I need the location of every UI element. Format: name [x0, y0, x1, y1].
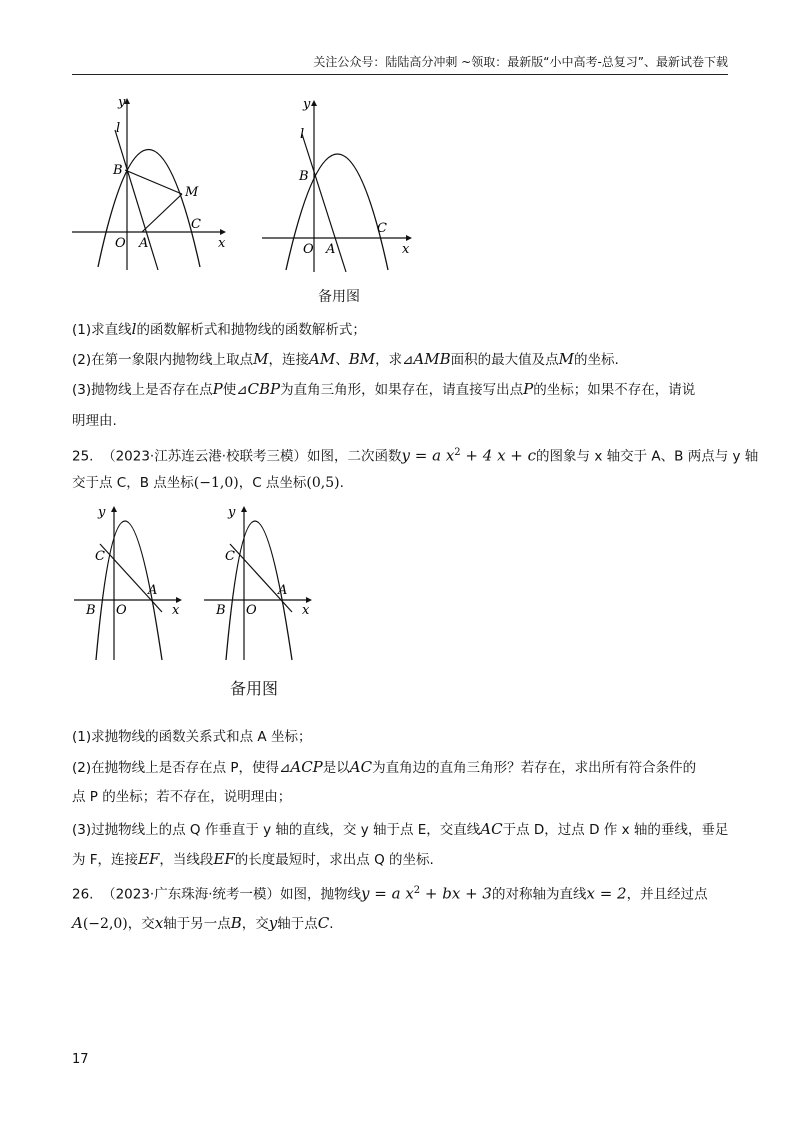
page-header: 关注公众号：陆陆高分冲刺 ~领取：最新版“小中高考-总复习”、最新试卷下载	[72, 52, 728, 75]
label-x: x	[302, 603, 310, 618]
line-AC	[230, 544, 292, 612]
label-A: A	[278, 583, 288, 598]
q25-part3-line2: 为 F，连接EF，当线段EF的长度最短时，求出点 Q 的坐标.	[72, 850, 434, 868]
q25-part1: (1)求抛物线的函数关系式和点 A 坐标；	[72, 729, 312, 745]
label-y: y	[118, 95, 126, 110]
y-axis-arrow	[241, 506, 247, 512]
caption-spare-figure-1: 备用图	[318, 289, 360, 305]
label-O: O	[115, 236, 126, 251]
x-axis-arrow	[220, 229, 226, 235]
q25-part2-line2: 点 P 的坐标；若不存在，说明理由；	[72, 789, 292, 805]
label-O: O	[246, 603, 257, 618]
label-A: A	[148, 583, 158, 598]
label-C: C	[95, 549, 105, 564]
label-B: B	[113, 163, 123, 178]
label-x: x	[218, 236, 226, 251]
label-x: x	[402, 242, 410, 257]
q26-line2: A(−2,0)，交x轴于另一点B，交y轴于点C.	[72, 914, 334, 932]
label-l: l	[300, 127, 305, 142]
y-axis-arrow	[311, 100, 317, 106]
label-B: B	[216, 603, 226, 618]
line-AC	[100, 544, 162, 612]
label-l: l	[116, 121, 121, 136]
label-B: B	[299, 169, 309, 184]
page-number: 17	[72, 1052, 89, 1067]
figure-q24-main	[60, 92, 240, 277]
q25-heading: 25. （2023·江苏连云港·校联考三模）如图，二次函数y = a $x^2 + 4$ x + c的图象与 x 轴交于 A、B 两点与 y 轴	[72, 446, 759, 465]
label-C: C	[191, 217, 201, 232]
label-y: y	[228, 505, 236, 520]
q25-part2-line1: (2)在抛物线上是否存在点 P，使得⊿ACP是以AC为直角边的直角三角形？若存在，求出所有符合条件的	[72, 758, 697, 776]
label-O: O	[303, 242, 314, 257]
segment-AM	[142, 194, 182, 232]
label-C: C	[377, 221, 387, 236]
label-M: M	[185, 185, 199, 200]
q24-part3-line2: 明理由.	[72, 413, 117, 429]
label-A: A	[139, 236, 149, 251]
label-O: O	[116, 603, 127, 618]
q25-line2: 交于点 C，B 点坐标(−1,0)，C 点坐标(0,5).	[72, 475, 344, 491]
y-axis-arrow	[111, 506, 117, 512]
x-axis-arrow	[406, 235, 412, 241]
q25-part3-line1: (3)过抛物线上的点 Q 作垂直于 y 轴的直线，交 y 轴于点 E，交直线AC于点 D，过点 D 作 x 轴的垂线，垂足	[72, 820, 729, 838]
q24-part3-line1: (3)抛物线上是否存在点P使⊿CBP为直角三角形，如果存在，请直接写出点P的坐标；如果不存在，请说	[72, 380, 696, 398]
label-C: C	[225, 549, 235, 564]
figure-q25-main	[70, 502, 190, 662]
label-y: y	[98, 505, 106, 520]
caption-spare-figure-2: 备用图	[230, 679, 279, 698]
figure-q24-spare	[256, 98, 416, 276]
figure-q25-spare	[200, 502, 320, 662]
label-y: y	[303, 98, 311, 112]
q26-heading: 26. （2023·广东珠海·统考一模）如图，抛物线y = a $x^2$ + bx + 3的对称轴为直线x = 2，并且经过点	[72, 884, 708, 903]
label-A: A	[326, 242, 336, 257]
label-B: B	[86, 603, 96, 618]
label-x: x	[172, 603, 180, 618]
q24-part1: (1)求直线l的函数解析式和抛物线的函数解析式；	[72, 320, 366, 338]
q24-part2: (2)在第一象限内抛物线上取点M，连接AM、BM，求⊿AMB面积的最大值及点M的坐标.	[72, 350, 619, 368]
